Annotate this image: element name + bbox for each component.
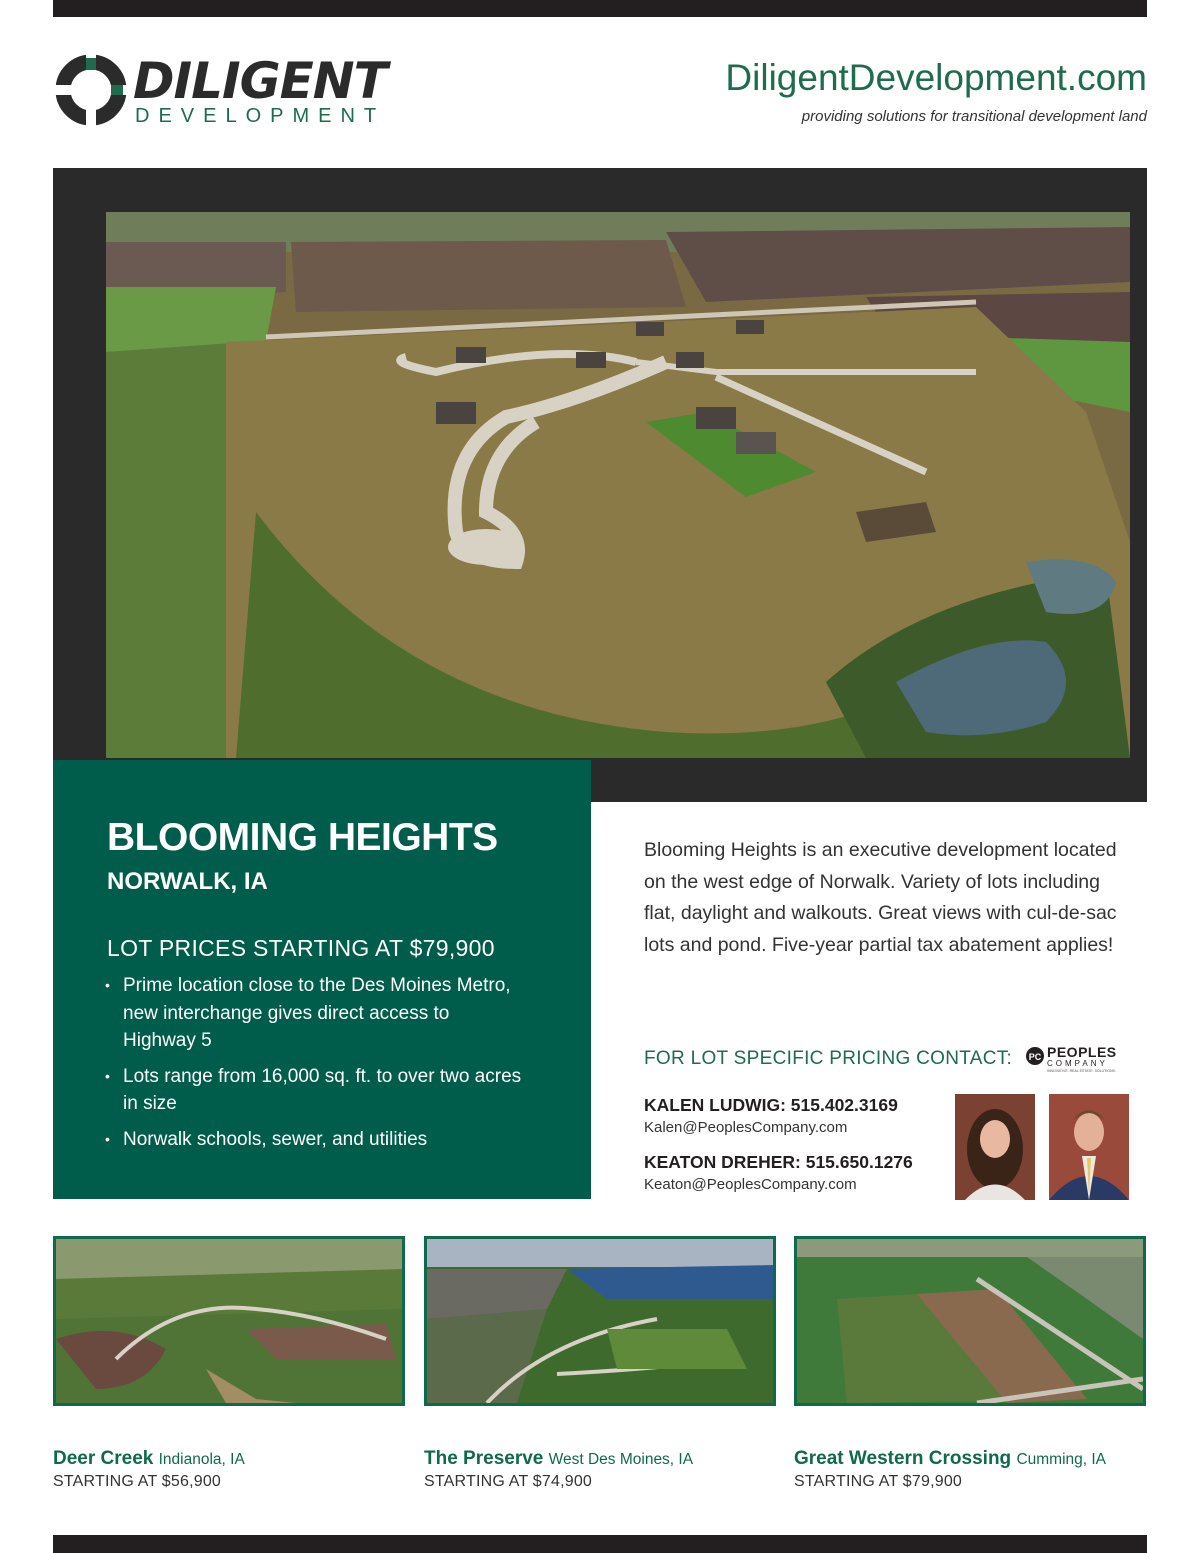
card-location: Indianola, IA <box>158 1451 245 1468</box>
website-link[interactable]: DiligentDevelopment.com <box>725 57 1147 98</box>
bottom-bar <box>53 1535 1147 1553</box>
bullet-icon: • <box>105 1130 110 1147</box>
agent-photo <box>1049 1094 1129 1200</box>
card-title[interactable]: Great Western Crossing Cumming, IA <box>794 1448 1107 1469</box>
hero-aerial-photo <box>106 212 1130 758</box>
bullet-item: • Norwalk schools, sewer, and utilities <box>103 1126 523 1154</box>
agent-email[interactable]: Keaton@PeoplesCompany.com <box>644 1176 857 1193</box>
bullet-item: • Lots range from 16,000 sq. ft. to over two acres in size <box>103 1063 523 1118</box>
peoples-company-logo[interactable] <box>1025 1044 1137 1074</box>
tagline: providing solutions for transitional development land <box>801 108 1147 125</box>
contact-heading: FOR LOT SPECIFIC PRICING CONTACT: <box>644 1048 1013 1069</box>
card-location: West Des Moines, IA <box>548 1451 694 1468</box>
card-title[interactable]: Deer Creek Indianola, IA <box>53 1448 245 1469</box>
card-price: STARTING AT $56,900 <box>53 1473 222 1490</box>
great-western-crossing-photo[interactable] <box>794 1236 1146 1406</box>
card-price: STARTING AT $79,900 <box>794 1473 963 1490</box>
diligent-logo[interactable] <box>53 52 413 132</box>
card-title[interactable]: The Preserve West Des Moines, IA <box>424 1448 694 1469</box>
agent-name-phone: KALEN LUDWIG: 515.402.3169 <box>644 1095 898 1115</box>
bullet-icon: • <box>105 977 110 993</box>
peoples-word: PEOPLES <box>1047 1044 1117 1060</box>
svg-text:PC: PC <box>1028 1052 1042 1062</box>
card-price: STARTING AT $74,900 <box>424 1473 593 1490</box>
lot-price-line: LOT PRICES STARTING AT $79,900 <box>107 935 495 961</box>
logo-ring-icon <box>53 52 129 128</box>
logo-wordmark: DILIGENT <box>133 52 387 110</box>
bullet-icon: • <box>105 1067 110 1084</box>
agent-email[interactable]: Kalen@PeoplesCompany.com <box>644 1119 848 1136</box>
feature-panel <box>53 760 591 1199</box>
peoples-company-text: COMPANY <box>1047 1059 1108 1068</box>
development-description: Blooming Heights is an executive development located on the west edge of Norwalk. Variety of lots including flat, daylight and walkouts. Great views with cul-de-sac lots and pond. Five-year partial tax abatement applies! <box>644 839 1117 956</box>
logo-subtitle: DEVELOPMENT <box>135 105 386 127</box>
development-title: BLOOMING HEIGHTS <box>107 816 498 859</box>
card-location: Cumming, IA <box>1016 1451 1107 1468</box>
deer-creek-photo[interactable] <box>53 1236 405 1406</box>
top-bar <box>53 0 1147 17</box>
agent-name-phone: KEATON DREHER: 515.650.1276 <box>644 1152 913 1172</box>
peoples-mark-icon <box>1025 1046 1045 1066</box>
development-location: NORWALK, IA <box>107 868 268 895</box>
the-preserve-photo[interactable] <box>424 1236 776 1406</box>
feature-bullets <box>103 972 523 1161</box>
bullet-item: • Prime location close to the Des Moines Metro, new interchange gives direct access to Highway 5 <box>103 972 523 1055</box>
agent-photo <box>955 1094 1035 1200</box>
peoples-tagline: INNOVATIVE. REAL ESTATE. SOLUTIONS. <box>1047 1069 1116 1073</box>
